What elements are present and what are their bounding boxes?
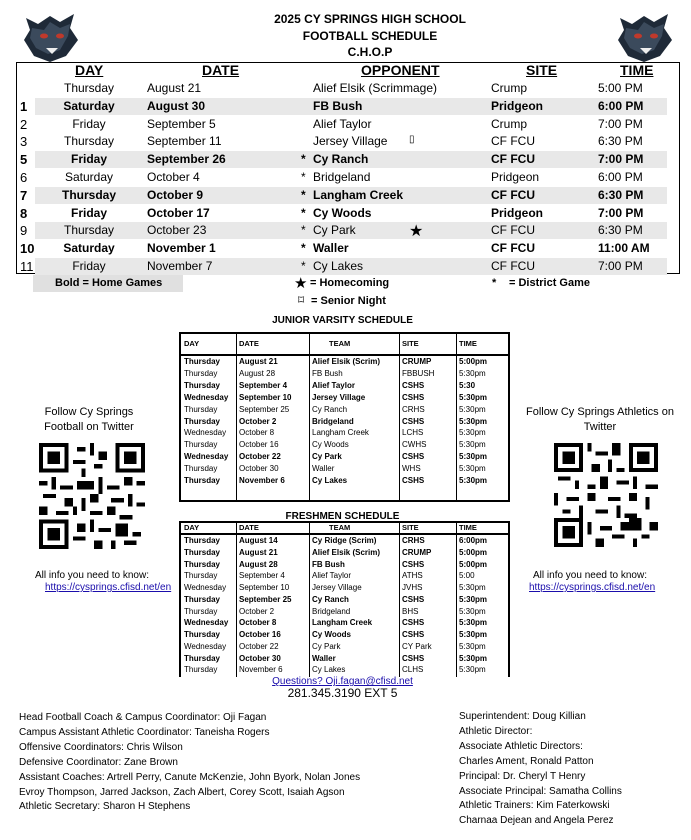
- game-date: October 23: [147, 223, 207, 238]
- game-opponent: Alief Elsik (Scrimmage): [313, 81, 438, 95]
- staff-line: Associate Principal: Samatha Collins: [459, 785, 622, 797]
- game-day: Friday: [72, 259, 106, 273]
- row-team: Cy Ranch: [312, 404, 348, 414]
- row-day: Thursday: [184, 536, 221, 545]
- row-site: CSHS: [402, 559, 425, 569]
- col-opponent: OPPONENT: [361, 62, 440, 78]
- row-team: Alief Elsik (Scrim): [312, 357, 381, 366]
- website-link-left[interactable]: https://cysprings.cfisd.net/en: [45, 582, 172, 593]
- district-marker: *: [301, 205, 306, 220]
- row-site: ATHS: [402, 571, 423, 581]
- row-date: November 6: [239, 665, 283, 675]
- game-day: Saturday: [64, 170, 114, 184]
- game-number: 6: [20, 170, 28, 185]
- legend-bold-home: Bold = Home Games: [55, 277, 163, 289]
- game-day: Saturday: [63, 98, 115, 113]
- row-date: November 6: [239, 476, 285, 485]
- col-date: DATE: [202, 62, 240, 78]
- varsity-row: [17, 169, 677, 186]
- row-date: October 22: [239, 641, 279, 651]
- row-day: Wednesday: [184, 618, 229, 628]
- jv-title: JUNIOR VARSITY SCHEDULE: [272, 315, 413, 326]
- row-site: CRUMP: [402, 357, 432, 366]
- row-time: 5:30pm: [459, 606, 486, 616]
- staff-list-left: [19, 711, 360, 815]
- col-time: TIME: [620, 62, 654, 78]
- row-site: CSHS: [402, 653, 425, 663]
- district-marker: *: [301, 241, 306, 256]
- row-day: Thursday: [184, 404, 218, 414]
- game-time: 7:00 PM: [598, 259, 643, 273]
- row-time: 5:30pm: [459, 630, 488, 639]
- fresh-header-row: [181, 522, 508, 534]
- table-row: [181, 475, 508, 487]
- follow-athletics-text: Follow Cy Springs Athletics on Twitter: [526, 406, 674, 433]
- staff-line: Head Football Coach & Campus Coordinator: Oji Fagan: [19, 712, 267, 723]
- row-team: Cy Park: [312, 452, 342, 462]
- staff-line: Defensive Coordinator: Zane Brown: [19, 756, 178, 768]
- game-day: Thursday: [63, 223, 115, 238]
- row-time: 5:30pm: [459, 452, 488, 462]
- legend-bold-box: [33, 275, 183, 292]
- table-row: [181, 570, 508, 582]
- row-site: CSHS: [402, 594, 425, 604]
- row-date: August 28: [239, 559, 278, 569]
- panther-logo-left: [20, 10, 82, 64]
- game-site: CF FCU: [491, 223, 535, 238]
- row-team: FB Bush: [312, 559, 345, 569]
- staff-line: Charles Ament, Ronald Patton: [459, 755, 594, 767]
- col-time: TIME: [459, 523, 477, 532]
- row-day: Thursday: [184, 665, 218, 675]
- table-row: [181, 463, 508, 475]
- row-date: August 21: [239, 357, 278, 366]
- game-number: 1: [20, 98, 28, 114]
- district-marker: *: [301, 152, 306, 167]
- col-team: TEAM: [329, 339, 351, 348]
- staff-line: Superintendent: Doug Killian: [459, 711, 586, 722]
- col-time: TIME: [459, 339, 477, 348]
- row-time: 5:30pm: [459, 476, 488, 485]
- row-time: 5:30pm: [459, 416, 488, 426]
- col-team: TEAM: [329, 523, 351, 532]
- row-date: October 30: [239, 464, 279, 474]
- row-date: August 28: [239, 368, 276, 378]
- game-day: Thursday: [61, 187, 116, 202]
- game-date: August 21: [147, 81, 202, 95]
- game-opponent: Waller: [313, 241, 349, 256]
- row-site: CSHS: [402, 392, 425, 402]
- col-site: SITE: [402, 523, 419, 532]
- game-number: 10: [20, 241, 35, 257]
- row-site: CWHS: [402, 440, 427, 450]
- game-time: 6:30 PM: [598, 134, 643, 149]
- row-time: 5:30: [459, 380, 476, 390]
- game-site: Pridgeon: [491, 98, 544, 113]
- row-date: September 4: [239, 571, 285, 581]
- row-date: October 8: [239, 428, 275, 438]
- game-time: 11:00 AM: [598, 241, 650, 256]
- game-date: September 26: [147, 152, 226, 167]
- game-opponent: Jersey Village: [313, 134, 388, 149]
- game-time: 7:00 PM: [598, 152, 644, 167]
- row-team: Cy Ranch: [312, 594, 349, 604]
- game-site: CF FCU: [491, 134, 535, 149]
- info-text-left: All info you need to know:: [35, 570, 149, 581]
- game-number: 9: [20, 223, 28, 239]
- senior-night-icon: ▯: [409, 134, 415, 146]
- row-time: 5:30pm: [459, 428, 486, 438]
- homecoming-star-icon: ★: [409, 223, 424, 241]
- col-date: DATE: [239, 523, 259, 532]
- game-day: Friday: [70, 152, 107, 167]
- table-row: [181, 451, 508, 463]
- row-time: 5:30pm: [459, 404, 486, 414]
- varsity-row: [17, 258, 677, 275]
- row-date: September 25: [239, 594, 292, 604]
- varsity-row: [17, 187, 677, 204]
- game-number: 2: [20, 116, 28, 132]
- game-site: CF FCU: [491, 152, 535, 167]
- row-day: Thursday: [184, 571, 218, 581]
- row-day: Thursday: [184, 380, 221, 390]
- game-date: November 1: [147, 241, 216, 256]
- table-row: [181, 594, 508, 606]
- info-text-right: All info you need to know:: [533, 570, 647, 581]
- row-day: Thursday: [184, 630, 221, 639]
- qr-code-athletics[interactable]: [552, 443, 660, 547]
- table-row: [181, 641, 508, 653]
- game-time: 6:00 PM: [598, 170, 643, 184]
- jv-table: [179, 332, 510, 502]
- row-time: 5:00pm: [459, 357, 488, 366]
- row-site: CRHS: [402, 536, 425, 545]
- row-date: September 4: [239, 380, 288, 390]
- col-day: DAY: [184, 339, 200, 348]
- row-site: CSHS: [402, 630, 425, 639]
- row-time: 5:30pm: [459, 641, 486, 651]
- row-site: CLHS: [402, 665, 424, 675]
- row-team: Cy Lakes: [312, 665, 346, 675]
- staff-line: Athletic Director:: [459, 725, 533, 737]
- staff-line: Offensive Coordinators: Chris Wilson: [19, 741, 183, 753]
- row-team: Waller: [312, 464, 335, 474]
- game-date: October 17: [147, 205, 210, 220]
- row-day: Thursday: [184, 653, 221, 663]
- row-day: Thursday: [184, 416, 221, 426]
- game-site: CF FCU: [491, 187, 535, 202]
- game-opponent: Cy Park: [313, 223, 356, 238]
- table-row: [181, 653, 508, 665]
- game-number: 8: [20, 205, 28, 221]
- table-row: [181, 559, 508, 571]
- row-team: Alief Elsik (Scrim): [312, 547, 381, 557]
- staff-line: Evroy Thompson, Jarred Jackson, Zach Albert, Corey Scott, Isaiah Agson: [19, 786, 345, 798]
- row-team: Langham Creek: [312, 428, 369, 438]
- website-link-right[interactable]: https://cysprings.cfisd.net/en: [529, 582, 656, 593]
- game-opponent: Cy Woods: [313, 205, 372, 220]
- row-date: October 16: [239, 440, 279, 450]
- row-date: October 16: [239, 630, 281, 639]
- row-time: 5:30pm: [459, 440, 486, 450]
- row-day: Wednesday: [184, 392, 229, 402]
- game-site: CF FCU: [491, 241, 535, 256]
- game-number: 3: [20, 134, 28, 150]
- row-date: August 14: [239, 536, 278, 545]
- row-time: 5:30pm: [459, 464, 486, 474]
- game-time: 7:00 PM: [598, 205, 644, 220]
- row-date: October 2: [239, 416, 277, 426]
- row-site: CY Park: [402, 641, 432, 651]
- varsity-row: [17, 116, 677, 133]
- game-site: CF FCU: [491, 259, 535, 273]
- table-row: [181, 664, 508, 676]
- game-time: 6:00 PM: [598, 98, 644, 113]
- row-site: CSHS: [402, 618, 425, 628]
- row-day: Thursday: [184, 606, 218, 616]
- game-site: Crump: [491, 81, 528, 95]
- col-day: DAY: [184, 523, 200, 532]
- row-date: September 10: [239, 392, 292, 402]
- freshmen-title: FRESHMEN SCHEDULE: [285, 511, 400, 522]
- varsity-row: [17, 80, 677, 97]
- row-date: September 10: [239, 583, 290, 592]
- qr-code-football[interactable]: [37, 443, 147, 549]
- game-time: 6:30 PM: [598, 223, 643, 238]
- varsity-row: [17, 222, 677, 239]
- game-number: 7: [20, 187, 28, 203]
- row-day: Wednesday: [184, 583, 227, 592]
- row-time: 5:30pm: [459, 392, 488, 402]
- row-time: 5:30pm: [459, 594, 488, 604]
- row-site: CSHS: [402, 416, 425, 426]
- table-row: [181, 427, 508, 439]
- game-opponent: FB Bush: [313, 98, 363, 113]
- row-time: 5:00: [459, 571, 475, 581]
- row-team: Cy Park: [312, 641, 341, 651]
- district-marker: *: [301, 223, 306, 238]
- phone-number: 281.345.3190 EXT 5: [287, 686, 398, 700]
- questions-email-link[interactable]: Questions? Oji.fagan@cfisd.net: [272, 676, 413, 687]
- varsity-row: [17, 240, 677, 257]
- game-opponent: Bridgeland: [313, 170, 371, 184]
- row-date: October 8: [239, 618, 277, 628]
- game-day: Thursday: [63, 134, 115, 149]
- title-line-3: C.H.O.P: [347, 45, 393, 59]
- game-date: September 5: [147, 116, 216, 131]
- district-marker: *: [301, 259, 306, 273]
- row-site: FBBUSH: [402, 368, 435, 378]
- game-day: Friday: [70, 205, 107, 220]
- senior-night-icon: ⌑: [298, 293, 305, 307]
- table-row: [181, 582, 508, 594]
- table-row: [181, 439, 508, 451]
- district-marker: *: [301, 187, 306, 202]
- game-date: August 30: [147, 98, 206, 113]
- legend-district: = District Game: [509, 277, 591, 289]
- staff-line: Assistant Coaches: Artrell Perry, Canute McKenzie, John Byork, Nolan Jones: [19, 771, 361, 783]
- staff-line: Associate Athletic Directors:: [459, 740, 583, 752]
- game-site: Pridgeon: [491, 205, 544, 220]
- game-time: 7:00 PM: [598, 116, 643, 131]
- game-opponent: Langham Creek: [313, 187, 404, 202]
- row-site: CRHS: [402, 404, 425, 414]
- varsity-row: [17, 205, 677, 222]
- game-date: November 7: [147, 259, 213, 273]
- row-time: 5:30pm: [459, 618, 488, 628]
- row-time: 5:00pm: [459, 547, 488, 557]
- varsity-row: [17, 151, 677, 168]
- game-number: 11: [20, 259, 34, 274]
- game-day: Friday: [72, 116, 106, 131]
- row-date: October 2: [239, 606, 275, 616]
- row-time: 6:00pm: [459, 536, 488, 545]
- varsity-row: [17, 133, 677, 150]
- panther-logo-right: [614, 10, 676, 64]
- row-time: 5:30pm: [459, 368, 486, 378]
- row-site: CSHS: [402, 452, 425, 462]
- row-team: Cy Woods: [312, 630, 351, 639]
- row-date: September 25: [239, 404, 290, 414]
- table-row: [181, 547, 508, 559]
- staff-line: Charnaa Dejean and Angela Perez: [459, 815, 614, 827]
- row-day: Thursday: [184, 464, 218, 474]
- table-row: [181, 380, 508, 392]
- row-day: Thursday: [184, 440, 218, 450]
- staff-list-right: [459, 710, 622, 829]
- row-team: Jersey Village: [312, 583, 362, 592]
- game-time: 6:30 PM: [598, 187, 644, 202]
- row-day: Wednesday: [184, 428, 227, 438]
- legend-senior: = Senior Night: [311, 295, 386, 307]
- game-day: Saturday: [63, 241, 115, 256]
- title-line-1: 2025 CY SPRINGS HIGH SCHOOL: [274, 12, 466, 26]
- row-team: Cy Ridge (Scrim): [312, 536, 377, 545]
- game-day: Thursday: [63, 81, 115, 95]
- game-date: October 9: [147, 187, 204, 202]
- row-team: Cy Woods: [312, 440, 349, 450]
- game-date: October 4: [147, 170, 200, 184]
- follow-football-text: Follow Cy Springs Football on Twitter: [44, 406, 134, 433]
- freshmen-table: [179, 521, 510, 677]
- game-opponent: Alief Taylor: [313, 116, 372, 131]
- table-row: [181, 629, 508, 641]
- game-opponent: Cy Ranch: [313, 152, 369, 167]
- row-team: Alief Taylor: [312, 380, 355, 390]
- title-line-2: FOOTBALL SCHEDULE: [302, 29, 438, 43]
- table-row: [181, 356, 508, 368]
- row-site: LCHS: [402, 428, 424, 438]
- district-marker: *: [301, 170, 306, 184]
- legend-homecoming: = Homecoming: [310, 277, 390, 289]
- col-date: DATE: [239, 339, 259, 348]
- row-team: Cy Lakes: [312, 476, 348, 485]
- jv-header-row: [181, 338, 508, 350]
- row-day: Thursday: [184, 547, 221, 557]
- row-date: October 30: [239, 653, 281, 663]
- row-time: 5:30pm: [459, 665, 486, 675]
- legend-district-star: *: [492, 277, 497, 289]
- row-team: Alief Taylor: [312, 571, 351, 581]
- row-team: Langham Creek: [312, 618, 373, 628]
- col-day: DAY: [75, 62, 104, 78]
- row-time: 5:30pm: [459, 583, 486, 592]
- row-day: Wednesday: [184, 452, 229, 462]
- row-day: Thursday: [184, 594, 221, 604]
- row-site: CSHS: [402, 476, 425, 485]
- staff-line: Campus Assistant Athletic Coordinator: Taneisha Rogers: [19, 726, 270, 738]
- row-date: August 21: [239, 547, 278, 557]
- row-day: Thursday: [184, 368, 218, 378]
- row-team: FB Bush: [312, 368, 343, 378]
- row-time: 5:30pm: [459, 653, 488, 663]
- game-site: Pridgeon: [491, 170, 540, 184]
- game-date: September 11: [147, 134, 222, 149]
- row-site: CRUMP: [402, 547, 432, 557]
- row-day: Wednesday: [184, 641, 227, 651]
- row-team: Waller: [312, 653, 336, 663]
- row-team: Bridgeland: [312, 416, 354, 426]
- table-row: [181, 368, 508, 380]
- table-row: [181, 535, 508, 547]
- row-date: October 22: [239, 452, 281, 462]
- staff-line: Athletic Secretary: Sharon H Stephens: [19, 801, 191, 813]
- col-site: SITE: [402, 339, 419, 348]
- table-row: [181, 404, 508, 416]
- staff-line: Principal: Dr. Cheryl T Henry: [459, 770, 586, 782]
- game-number: 5: [20, 152, 28, 168]
- table-row: [181, 617, 508, 629]
- row-team: Bridgeland: [312, 606, 351, 616]
- game-time: 5:00 PM: [598, 81, 643, 95]
- game-site: Crump: [491, 116, 528, 131]
- game-opponent: Cy Lakes: [313, 259, 364, 273]
- row-site: WHS: [402, 464, 421, 474]
- star-icon: ★: [294, 275, 308, 292]
- varsity-row: [17, 98, 677, 115]
- row-time: 5:00pm: [459, 559, 488, 569]
- row-site: JVHS: [402, 583, 423, 592]
- table-row: [181, 606, 508, 618]
- row-site: CSHS: [402, 380, 425, 390]
- row-day: Thursday: [184, 476, 221, 485]
- staff-line: Athletic Trainers: Kim Faterkowski: [459, 800, 610, 812]
- row-team: Jersey Village: [312, 392, 366, 402]
- table-row: [181, 392, 508, 404]
- row-day: Thursday: [184, 357, 221, 366]
- row-day: Thursday: [184, 559, 221, 569]
- row-site: BHS: [402, 606, 419, 616]
- table-row: [181, 416, 508, 428]
- col-site: SITE: [526, 62, 558, 78]
